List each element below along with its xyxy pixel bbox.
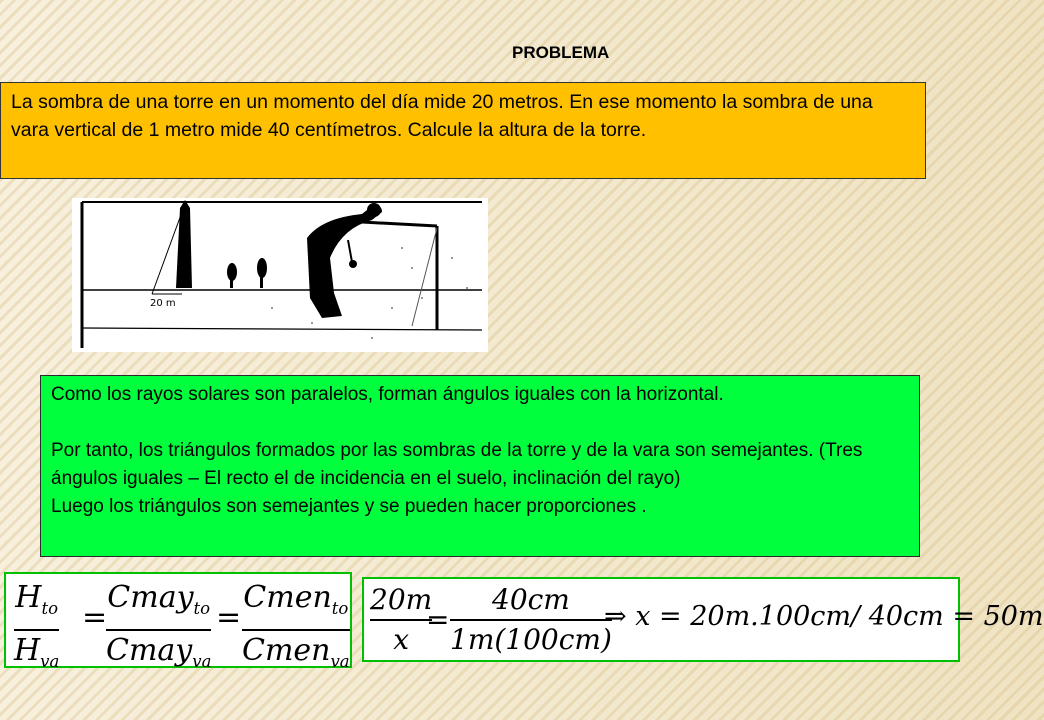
fraction-major-shadow: Cmay$_{to}$ Cmay$_{va}$: [106, 580, 212, 671]
fraction-pole-ratio: 40cm 1m(100cm): [450, 583, 612, 656]
fraction-minor-shadow: Cmen$_{to}$ Cmen$_{va}$: [242, 580, 350, 671]
equals-sign-3: =: [426, 603, 450, 636]
solution-explanation: [40, 375, 920, 557]
fraction-tower-ratio: 20m x: [370, 583, 433, 656]
shadow-length-label: 20 m: [150, 298, 176, 309]
solution-paragraph-3: Luego los triángulos son semejantes y se pueden hacer proporciones .: [51, 496, 647, 517]
result-expression: ⇒ x = 20m.100cm/ 40cm = 50m: [604, 601, 1044, 632]
calculation-formula: [362, 577, 1044, 662]
solution-paragraph-1: Como los rayos solares son paralelos, forman ángulos iguales con la horizontal.: [51, 384, 724, 405]
solution-paragraph-2: Por tanto, los triángulos formados por las sombras de la torre y de la vara son semejantes. (Tres ángulos iguales – El recto el de incidencia en el suelo, inclinación del rayo): [51, 440, 863, 489]
equals-sign-1: =: [82, 600, 108, 635]
tower-shadow-illustration: [72, 198, 488, 352]
equals-sign-2: =: [216, 600, 242, 635]
problem-statement: La sombra de una torre en un momento del día mide 20 metros. En ese momento la sombra de una vara vertical de 1 metro mide 40 centímetros. Calcule la altura de la torre.: [0, 82, 926, 179]
fraction-height: $H_{to}$ $H_{va}$: [14, 580, 60, 671]
proportion-formula: [4, 572, 352, 671]
page-title: PROBLEMA: [512, 43, 610, 62]
